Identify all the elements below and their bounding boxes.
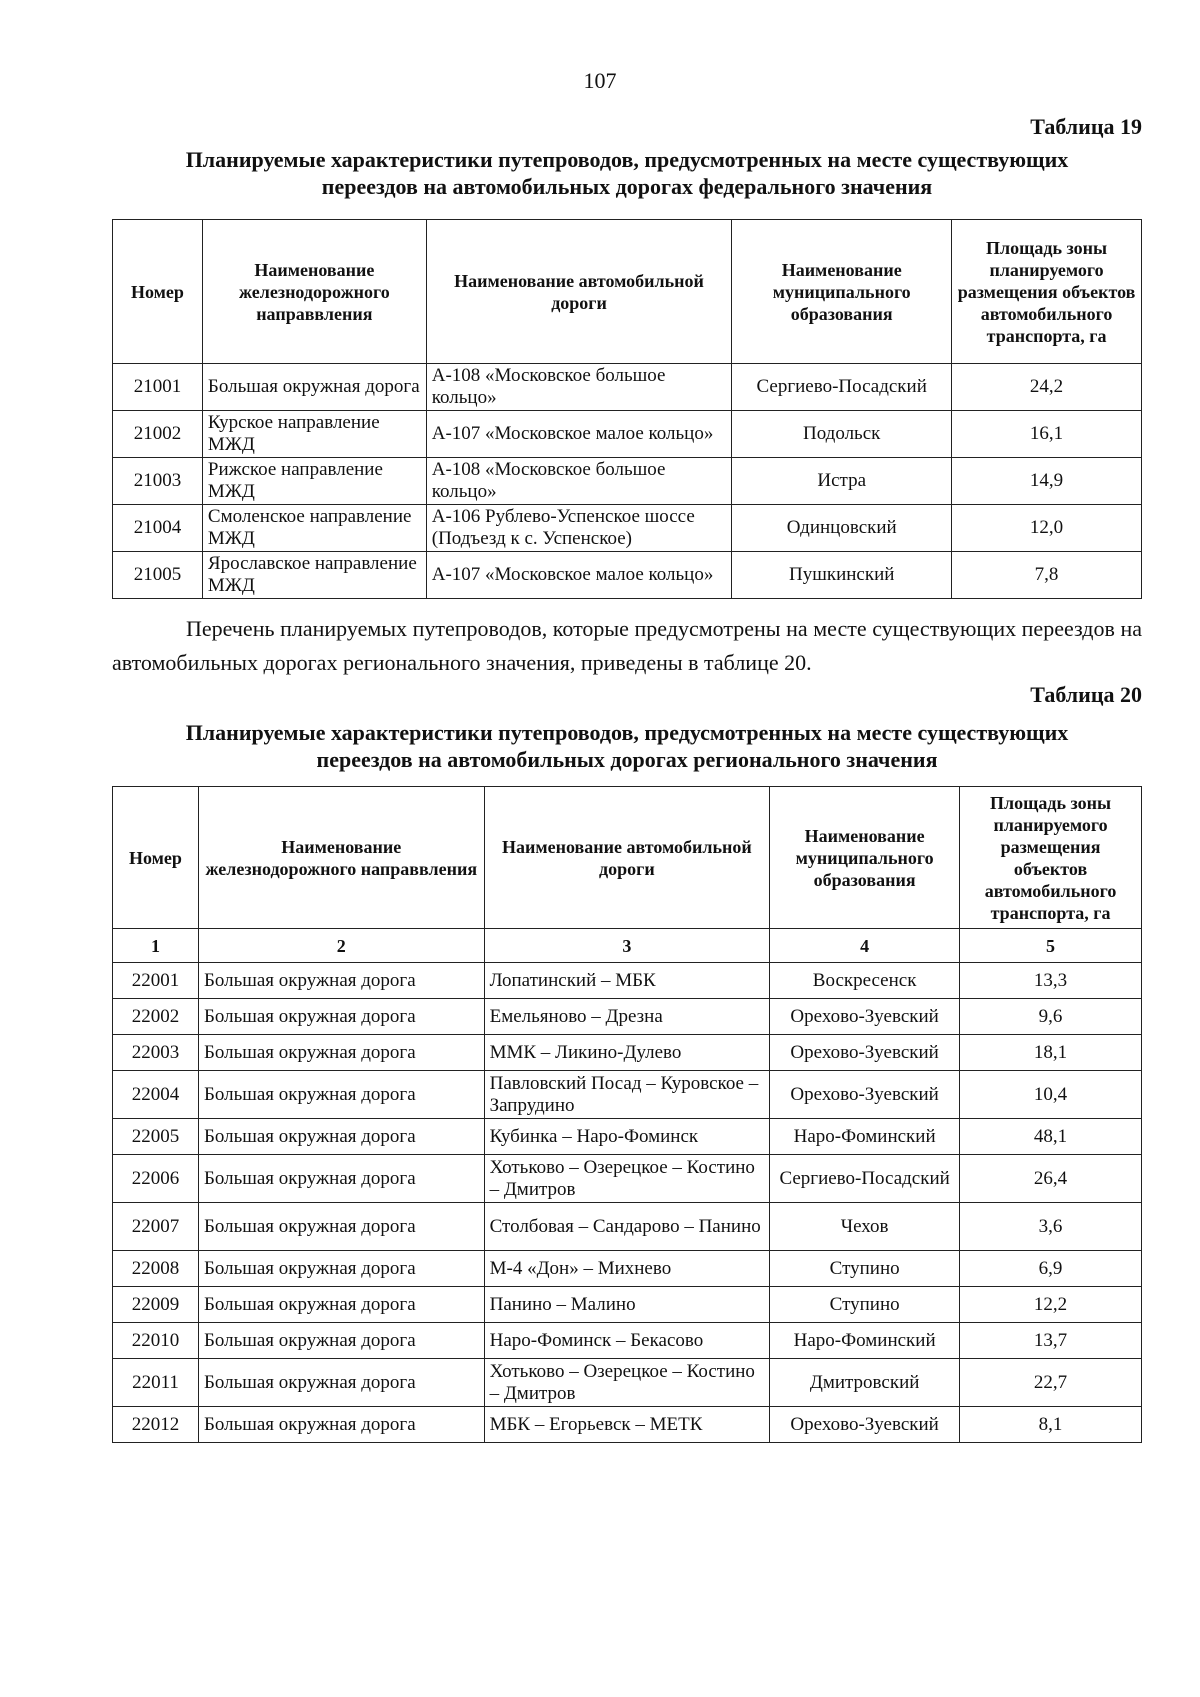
cell-area: 13,3 — [960, 963, 1142, 999]
cell-municipality: Наро-Фоминский — [770, 1119, 960, 1155]
cell-municipality: Орехово-Зуевский — [770, 1071, 960, 1119]
header-municipality: Наименование муниципального образования — [770, 787, 960, 929]
cell-rail: Большая окружная дорога — [198, 999, 484, 1035]
cell-rail: Рижское направление МЖД — [202, 458, 426, 505]
cell-municipality: Пушкинский — [732, 552, 952, 599]
cell-municipality: Ступино — [770, 1287, 960, 1323]
table-row — [113, 1035, 1142, 1071]
table-20-header-row — [113, 787, 1142, 929]
cell-number: 22009 — [113, 1287, 199, 1323]
table-row — [113, 963, 1142, 999]
cell-municipality: Истра — [732, 458, 952, 505]
header-municipality: Наименование муниципального образования — [732, 220, 952, 364]
cell-number: 22002 — [113, 999, 199, 1035]
body-paragraph: Перечень планируемых путепроводов, которые предусмотрены на месте существующих переездов на автомобильных дорогах регионального значения, приведены в таблице 20. — [112, 616, 1142, 675]
cell-rail: Большая окружная дорога — [198, 1407, 484, 1443]
table-20-title-line1: Планируемые характеристики путепроводов, предусмотренных на месте существующих — [185, 720, 1069, 745]
column-number-1: 1 — [113, 929, 199, 963]
table-row — [113, 1407, 1142, 1443]
header-area: Площадь зоны планируемого размещения объектов автомобильного транспорта, га — [952, 220, 1142, 364]
table-row — [113, 1071, 1142, 1119]
cell-rail: Курское направление МЖД — [202, 411, 426, 458]
table-row — [113, 1155, 1142, 1203]
cell-municipality: Орехово-Зуевский — [770, 999, 960, 1035]
cell-road: Хотьково – Озерецкое – Костино – Дмитров — [484, 1359, 770, 1407]
header-rail: Наименование железнодорожного направвления — [198, 787, 484, 929]
cell-area: 6,9 — [960, 1251, 1142, 1287]
cell-area: 13,7 — [960, 1323, 1142, 1359]
cell-area: 16,1 — [952, 411, 1142, 458]
cell-rail: Большая окружная дорога — [198, 963, 484, 999]
cell-number: 21001 — [113, 364, 203, 411]
table-row — [113, 411, 1142, 458]
table-20-label: Таблица 20 — [1030, 682, 1142, 707]
cell-number: 22003 — [113, 1035, 199, 1071]
column-number-3: 3 — [484, 929, 770, 963]
header-number: Номер — [113, 220, 203, 364]
cell-rail: Большая окружная дорога — [198, 1359, 484, 1407]
cell-municipality: Сергиево-Посадский — [770, 1155, 960, 1203]
cell-road: ММК – Ликино-Дулево — [484, 1035, 770, 1071]
cell-municipality: Сергиево-Посадский — [732, 364, 952, 411]
cell-rail: Большая окружная дорога — [198, 1203, 484, 1251]
cell-area: 24,2 — [952, 364, 1142, 411]
cell-municipality: Орехово-Зуевский — [770, 1035, 960, 1071]
cell-number: 22005 — [113, 1119, 199, 1155]
cell-area: 8,1 — [960, 1407, 1142, 1443]
cell-rail: Ярославское направление МЖД — [202, 552, 426, 599]
table-19-title-line1: Планируемые характеристики путепроводов, предусмотренных на месте существующих — [185, 147, 1069, 172]
column-number-2: 2 — [198, 929, 484, 963]
cell-municipality: Наро-Фоминский — [770, 1323, 960, 1359]
cell-road: А-107 «Московское малое кольцо» — [426, 552, 732, 599]
cell-area: 9,6 — [960, 999, 1142, 1035]
cell-rail: Большая окружная дорога — [198, 1287, 484, 1323]
cell-road: А-106 Рублево-Успенское шоссе (Подъезд к с. Успенское) — [426, 505, 732, 552]
cell-municipality: Дмитровский — [770, 1359, 960, 1407]
cell-area: 10,4 — [960, 1071, 1142, 1119]
table-20 — [112, 786, 1142, 1443]
table-row — [113, 1203, 1142, 1251]
header-area: Площадь зоны планируемого размещения объектов автомобильного транспорта, га — [960, 787, 1142, 929]
cell-municipality: Орехово-Зуевский — [770, 1407, 960, 1443]
cell-rail: Большая окружная дорога — [198, 1251, 484, 1287]
cell-number: 22006 — [113, 1155, 199, 1203]
cell-road: Павловский Посад – Куровское – Запрудино — [484, 1071, 770, 1119]
cell-number: 21003 — [113, 458, 203, 505]
cell-number: 22012 — [113, 1407, 199, 1443]
cell-area: 14,9 — [952, 458, 1142, 505]
cell-municipality: Ступино — [770, 1251, 960, 1287]
header-rail: Наименование железнодорожного направвления — [202, 220, 426, 364]
cell-road: Емельяново – Дрезна — [484, 999, 770, 1035]
cell-rail: Большая окружная дорога — [202, 364, 426, 411]
cell-road: А-108 «Московское большое кольцо» — [426, 364, 732, 411]
cell-road: Столбовая – Сандарово – Панино — [484, 1203, 770, 1251]
cell-road: М-4 «Дон» – Михнево — [484, 1251, 770, 1287]
header-road: Наименование автомобильной дороги — [484, 787, 770, 929]
table-row — [113, 505, 1142, 552]
table-19-title — [112, 146, 1142, 200]
cell-municipality: Воскресенск — [770, 963, 960, 999]
table-20-column-numbers-row — [113, 929, 1142, 963]
cell-area: 12,0 — [952, 505, 1142, 552]
table-row — [113, 458, 1142, 505]
table-row — [113, 1323, 1142, 1359]
table-19-header-row — [113, 220, 1142, 364]
header-road: Наименование автомобильной дороги — [426, 220, 732, 364]
cell-number: 21005 — [113, 552, 203, 599]
cell-number: 21002 — [113, 411, 203, 458]
table-row — [113, 1359, 1142, 1407]
cell-road: А-107 «Московское малое кольцо» — [426, 411, 732, 458]
cell-number: 22001 — [113, 963, 199, 999]
cell-area: 18,1 — [960, 1035, 1142, 1071]
cell-road: А-108 «Московское большое кольцо» — [426, 458, 732, 505]
table-19-title-line2: переездов на автомобильных дорогах федерального значения — [321, 174, 933, 199]
cell-area: 7,8 — [952, 552, 1142, 599]
table-20-title — [112, 719, 1142, 773]
cell-rail: Большая окружная дорога — [198, 1035, 484, 1071]
cell-number: 21004 — [113, 505, 203, 552]
cell-number: 22007 — [113, 1203, 199, 1251]
cell-rail: Большая окружная дорога — [198, 1155, 484, 1203]
cell-municipality: Подольск — [732, 411, 952, 458]
cell-municipality: Одинцовский — [732, 505, 952, 552]
cell-road: Панино – Малино — [484, 1287, 770, 1323]
cell-road: Лопатинский – МБК — [484, 963, 770, 999]
cell-area: 12,2 — [960, 1287, 1142, 1323]
cell-road: МБК – Егорьевск – МЕТК — [484, 1407, 770, 1443]
cell-number: 22004 — [113, 1071, 199, 1119]
header-number: Номер — [113, 787, 199, 929]
table-row — [113, 1119, 1142, 1155]
cell-road: Хотьково – Озерецкое – Костино – Дмитров — [484, 1155, 770, 1203]
table-row — [113, 999, 1142, 1035]
table-row — [113, 364, 1142, 411]
cell-rail: Большая окружная дорога — [198, 1119, 484, 1155]
cell-rail: Большая окружная дорога — [198, 1323, 484, 1359]
table-20-title-line2: переездов на автомобильных дорогах регионального значения — [316, 747, 938, 772]
page-number: 107 — [583, 68, 617, 93]
table-19-label: Таблица 19 — [1030, 114, 1142, 139]
cell-road: Кубинка – Наро-Фоминск — [484, 1119, 770, 1155]
column-number-4: 4 — [770, 929, 960, 963]
cell-road: Наро-Фоминск – Бекасово — [484, 1323, 770, 1359]
cell-number: 22010 — [113, 1323, 199, 1359]
cell-number: 22008 — [113, 1251, 199, 1287]
cell-rail: Смоленское направление МЖД — [202, 505, 426, 552]
table-19 — [112, 219, 1142, 599]
column-number-5: 5 — [960, 929, 1142, 963]
cell-area: 3,6 — [960, 1203, 1142, 1251]
cell-municipality: Чехов — [770, 1203, 960, 1251]
table-row — [113, 552, 1142, 599]
cell-area: 48,1 — [960, 1119, 1142, 1155]
table-row — [113, 1287, 1142, 1323]
cell-area: 26,4 — [960, 1155, 1142, 1203]
cell-rail: Большая окружная дорога — [198, 1071, 484, 1119]
cell-area: 22,7 — [960, 1359, 1142, 1407]
table-row — [113, 1251, 1142, 1287]
cell-number: 22011 — [113, 1359, 199, 1407]
